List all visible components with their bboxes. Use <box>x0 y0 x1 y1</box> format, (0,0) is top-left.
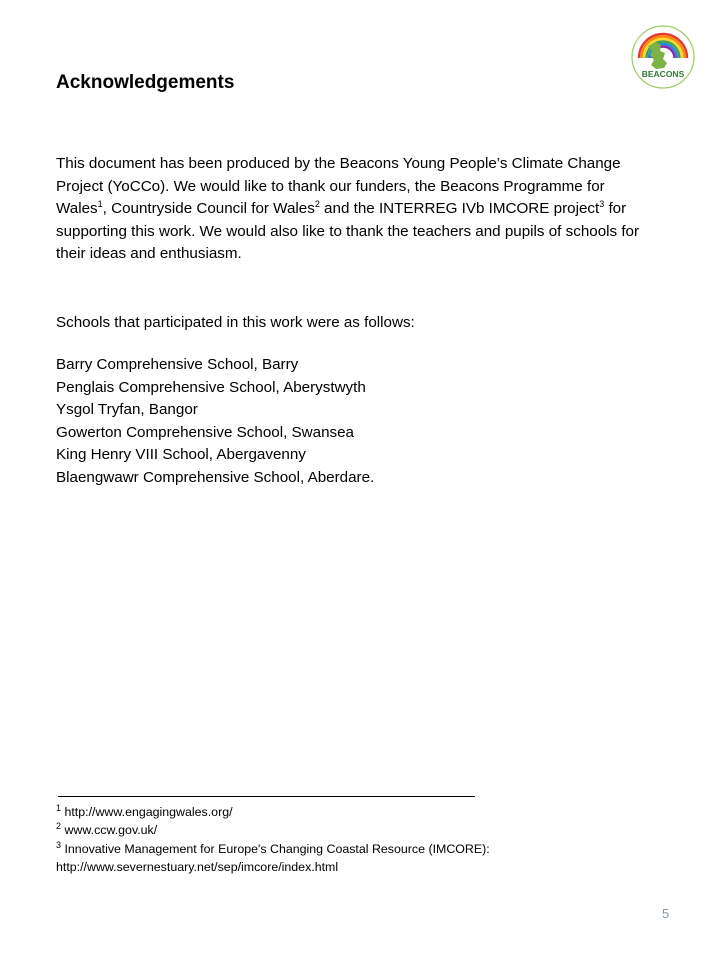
school-list <box>56 354 374 490</box>
footnote-ref-3: 3 <box>599 198 605 209</box>
beacons-logo-graphic <box>630 24 696 90</box>
footnote-ref-2: 2 <box>314 198 320 209</box>
school-item: Barry Comprehensive School, Barry <box>56 356 299 373</box>
footnote-ref-1: 1 <box>97 198 103 209</box>
footnote-1 <box>56 803 676 821</box>
school-item: Gowerton Comprehensive School, Swansea <box>56 423 355 441</box>
school-item: Blaengwawr Comprehensive School, Aberdare. <box>56 468 375 486</box>
footnote-separator <box>58 796 475 797</box>
school-item: Penglais Comprehensive School, Aberystwyth <box>56 378 366 396</box>
school-item: Ysgol Tryfan, Bangor <box>56 401 198 419</box>
intro-paragraph <box>56 153 656 266</box>
intro-text-3: and the INTERREG IVb IMCORE project <box>319 200 600 217</box>
intro-text-2: , Countryside Council for Wales <box>102 200 315 217</box>
intro-text-4: for supporting this work. We would also like to thank the teachers and pupils of schools for their ideas and enthusiasm. <box>56 200 640 262</box>
page-title: Acknowledgements <box>56 72 235 93</box>
footnote-2 <box>56 821 676 839</box>
footnote-marker: 1 <box>56 802 62 813</box>
footnotes <box>56 803 676 876</box>
schools-intro: Schools that participated in this work were as follows: <box>56 314 415 331</box>
footnote-link[interactable]: www.ccw.gov.uk/ <box>64 823 158 838</box>
footnote-marker: 3 <box>56 839 62 850</box>
logo-wordmark: BEACONS <box>641 69 685 79</box>
school-item: King Henry VIII School, Abergavenny <box>56 446 306 464</box>
footnote-text: Innovative Management for Europe's Changing Coastal Resource (IMCORE): http://www.severnestuary.net/sep/imcore/index.html <box>56 841 490 874</box>
footnote-link[interactable]: http://www.engagingwales.org/ <box>64 805 233 819</box>
footnote-marker: 2 <box>56 821 62 832</box>
beacons-logo <box>630 24 696 90</box>
footnote-3 <box>56 840 676 877</box>
page-number: 5 <box>662 906 670 921</box>
intro-text-1: This document has been produced by the Beacons Young People’s Climate Change Project (YoCCo). We would like to thank our funders, the Beacons Programme for Wales <box>56 155 621 217</box>
